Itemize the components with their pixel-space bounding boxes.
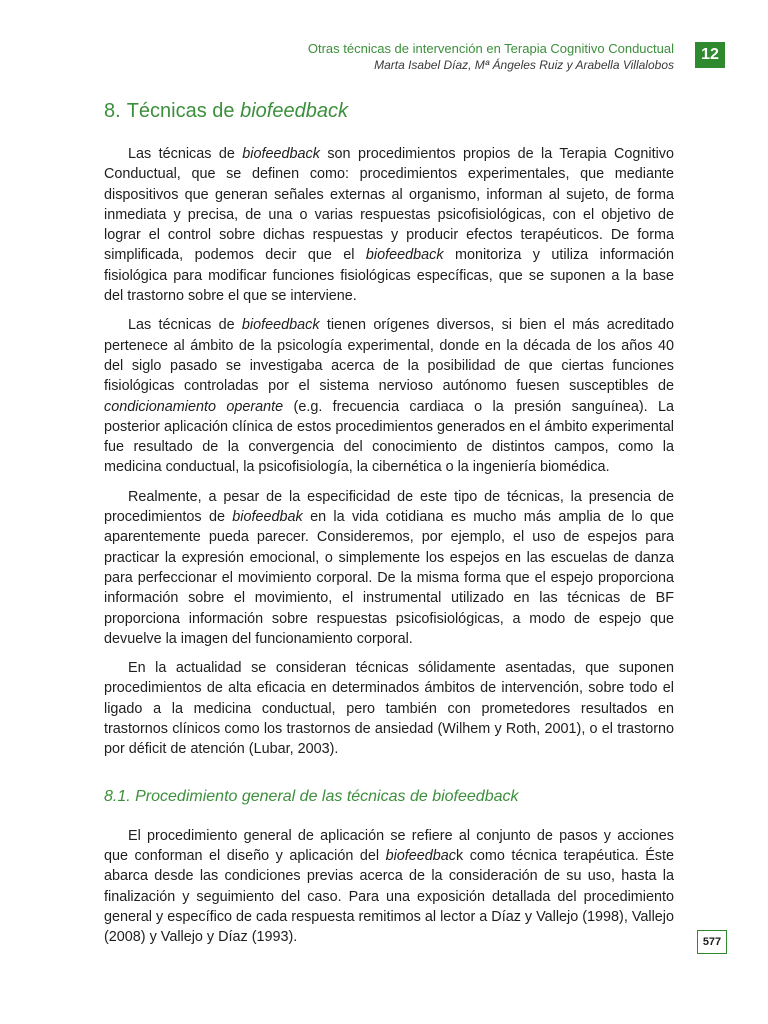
italic-term: biofeedbak [232, 509, 303, 526]
paragraph-5 [104, 826, 674, 948]
text-run: Las técnicas de [128, 146, 243, 162]
paragraph-2 [104, 315, 674, 477]
text-run: Realmente, a pesar de la especificidad de este tipo de técnicas, la presencia de procedimientos de [104, 488, 674, 526]
section-number: 8. [104, 100, 121, 122]
italic-term: biofeedback [365, 247, 444, 264]
page-body [104, 98, 674, 956]
italic-term: biofeedback [241, 317, 320, 334]
section-title-italic: biofeedback [240, 100, 348, 122]
text-run: (e.g. frecuencia cardiaca o la presión sanguínea). La posterior aplicación clínica de estos procedimientos generados en el ámbito experimental fue resultado de la convergencia del conocimiento de distintos campos, como la medicina conductual, la psicofisiología, la cibernética o la ingeniería biomédica. [104, 398, 674, 476]
paragraph-4 [104, 658, 674, 759]
section-title-text: Técnicas de [126, 100, 235, 122]
text-run: en la vida cotidiana es mucho más amplia de lo que aparentemente pueda parecer. Consideremos, por ejemplo, el uso de espejos para practicar la expresión emocional, o simplemente los espejos en las escuelas de danza para perfeccionar el movimiento corporal. De la misma forma que el espejo proporciona información sobre el movimiento, el instrumental utilizado en las técnicas de BF proporciona información sobre respuestas psicofisiológicas, a modo de espejo que devuelve la imagen del funcionamiento corporal. [104, 509, 674, 647]
text-run: monitoriza y utiliza información fisiológica para modificar funciones fisiológicas específicas, que se suponen a la base del trastorno sobre el que se interviene. [104, 247, 674, 305]
text-run: En la actualidad se consideran técnicas sólidamente asentadas, que suponen procedimientos de alta eficacia en determinados ámbitos de intervención, sobre todo el ligado a la medicina conductual, pero también con prometedores resultados en trastornos clínicos como los trastornos de ansiedad (Wilhem y Roth, 2001), o el trastorno por déficit de atención (Lubar, 2003). [104, 660, 674, 758]
paragraph-1 [104, 144, 674, 306]
italic-term: biofeedback [242, 146, 320, 162]
italic-term: condicionamiento operante [104, 398, 284, 415]
section-title [104, 98, 674, 124]
text-run: tienen orígenes diversos, si bien el más acreditado pertenece al ámbito de la psicología experimental, donde en la década de los años 40 del siglo pasado se investigaba acerca de la posibilidad de que ciertas funciones fisiológicas controladas por el sistema nervioso autónomo fuesen susceptibles de [104, 317, 674, 395]
text-run: El procedimiento general de aplicación se refiere al conjunto de pasos y acciones que conforman el diseño y aplicación del [104, 827, 674, 864]
text-run: Las técnicas de [128, 317, 242, 334]
subsection-title: 8.1. Procedimiento general de las técnicas de biofeedback [104, 787, 519, 805]
paragraph-3 [104, 487, 674, 649]
page-number: 577 [697, 930, 727, 954]
running-header [308, 40, 674, 74]
chapter-number-badge: 12 [695, 42, 725, 68]
text-run: k como técnica terapéutica. Éste abarca desde las condiciones previas acerca de la consideración de su uso, hasta la finalización y seguimiento del caso. Para una exposición detallada del procedimiento general y específico de cada respuesta remitimos al lector a Díaz y Vallejo (1998), Vallejo (2008) y Vallejo y Díaz (1993). [104, 847, 674, 946]
italic-term: biofeedbac [385, 847, 456, 864]
running-header-authors: Marta Isabel Díaz, Mª Ángeles Ruiz y Arabella Villalobos [374, 58, 674, 72]
running-header-title: Otras técnicas de intervención en Terapia Cognitivo Conductual [307, 41, 674, 56]
text-run: son procedimientos propios de la Terapia Cognitivo Conductual, que se definen como: procedimientos experimentales, que mediante dispositivos que generan señales externas al organismo, informan al sujeto, de forma inmediata y precisa, de una o varias respuestas psicofisiológicas, con el objetivo de lograr el control sobre dichas respuestas y producir efectos terapéuticos. De forma simplificada, podemos decir que el [104, 146, 674, 264]
